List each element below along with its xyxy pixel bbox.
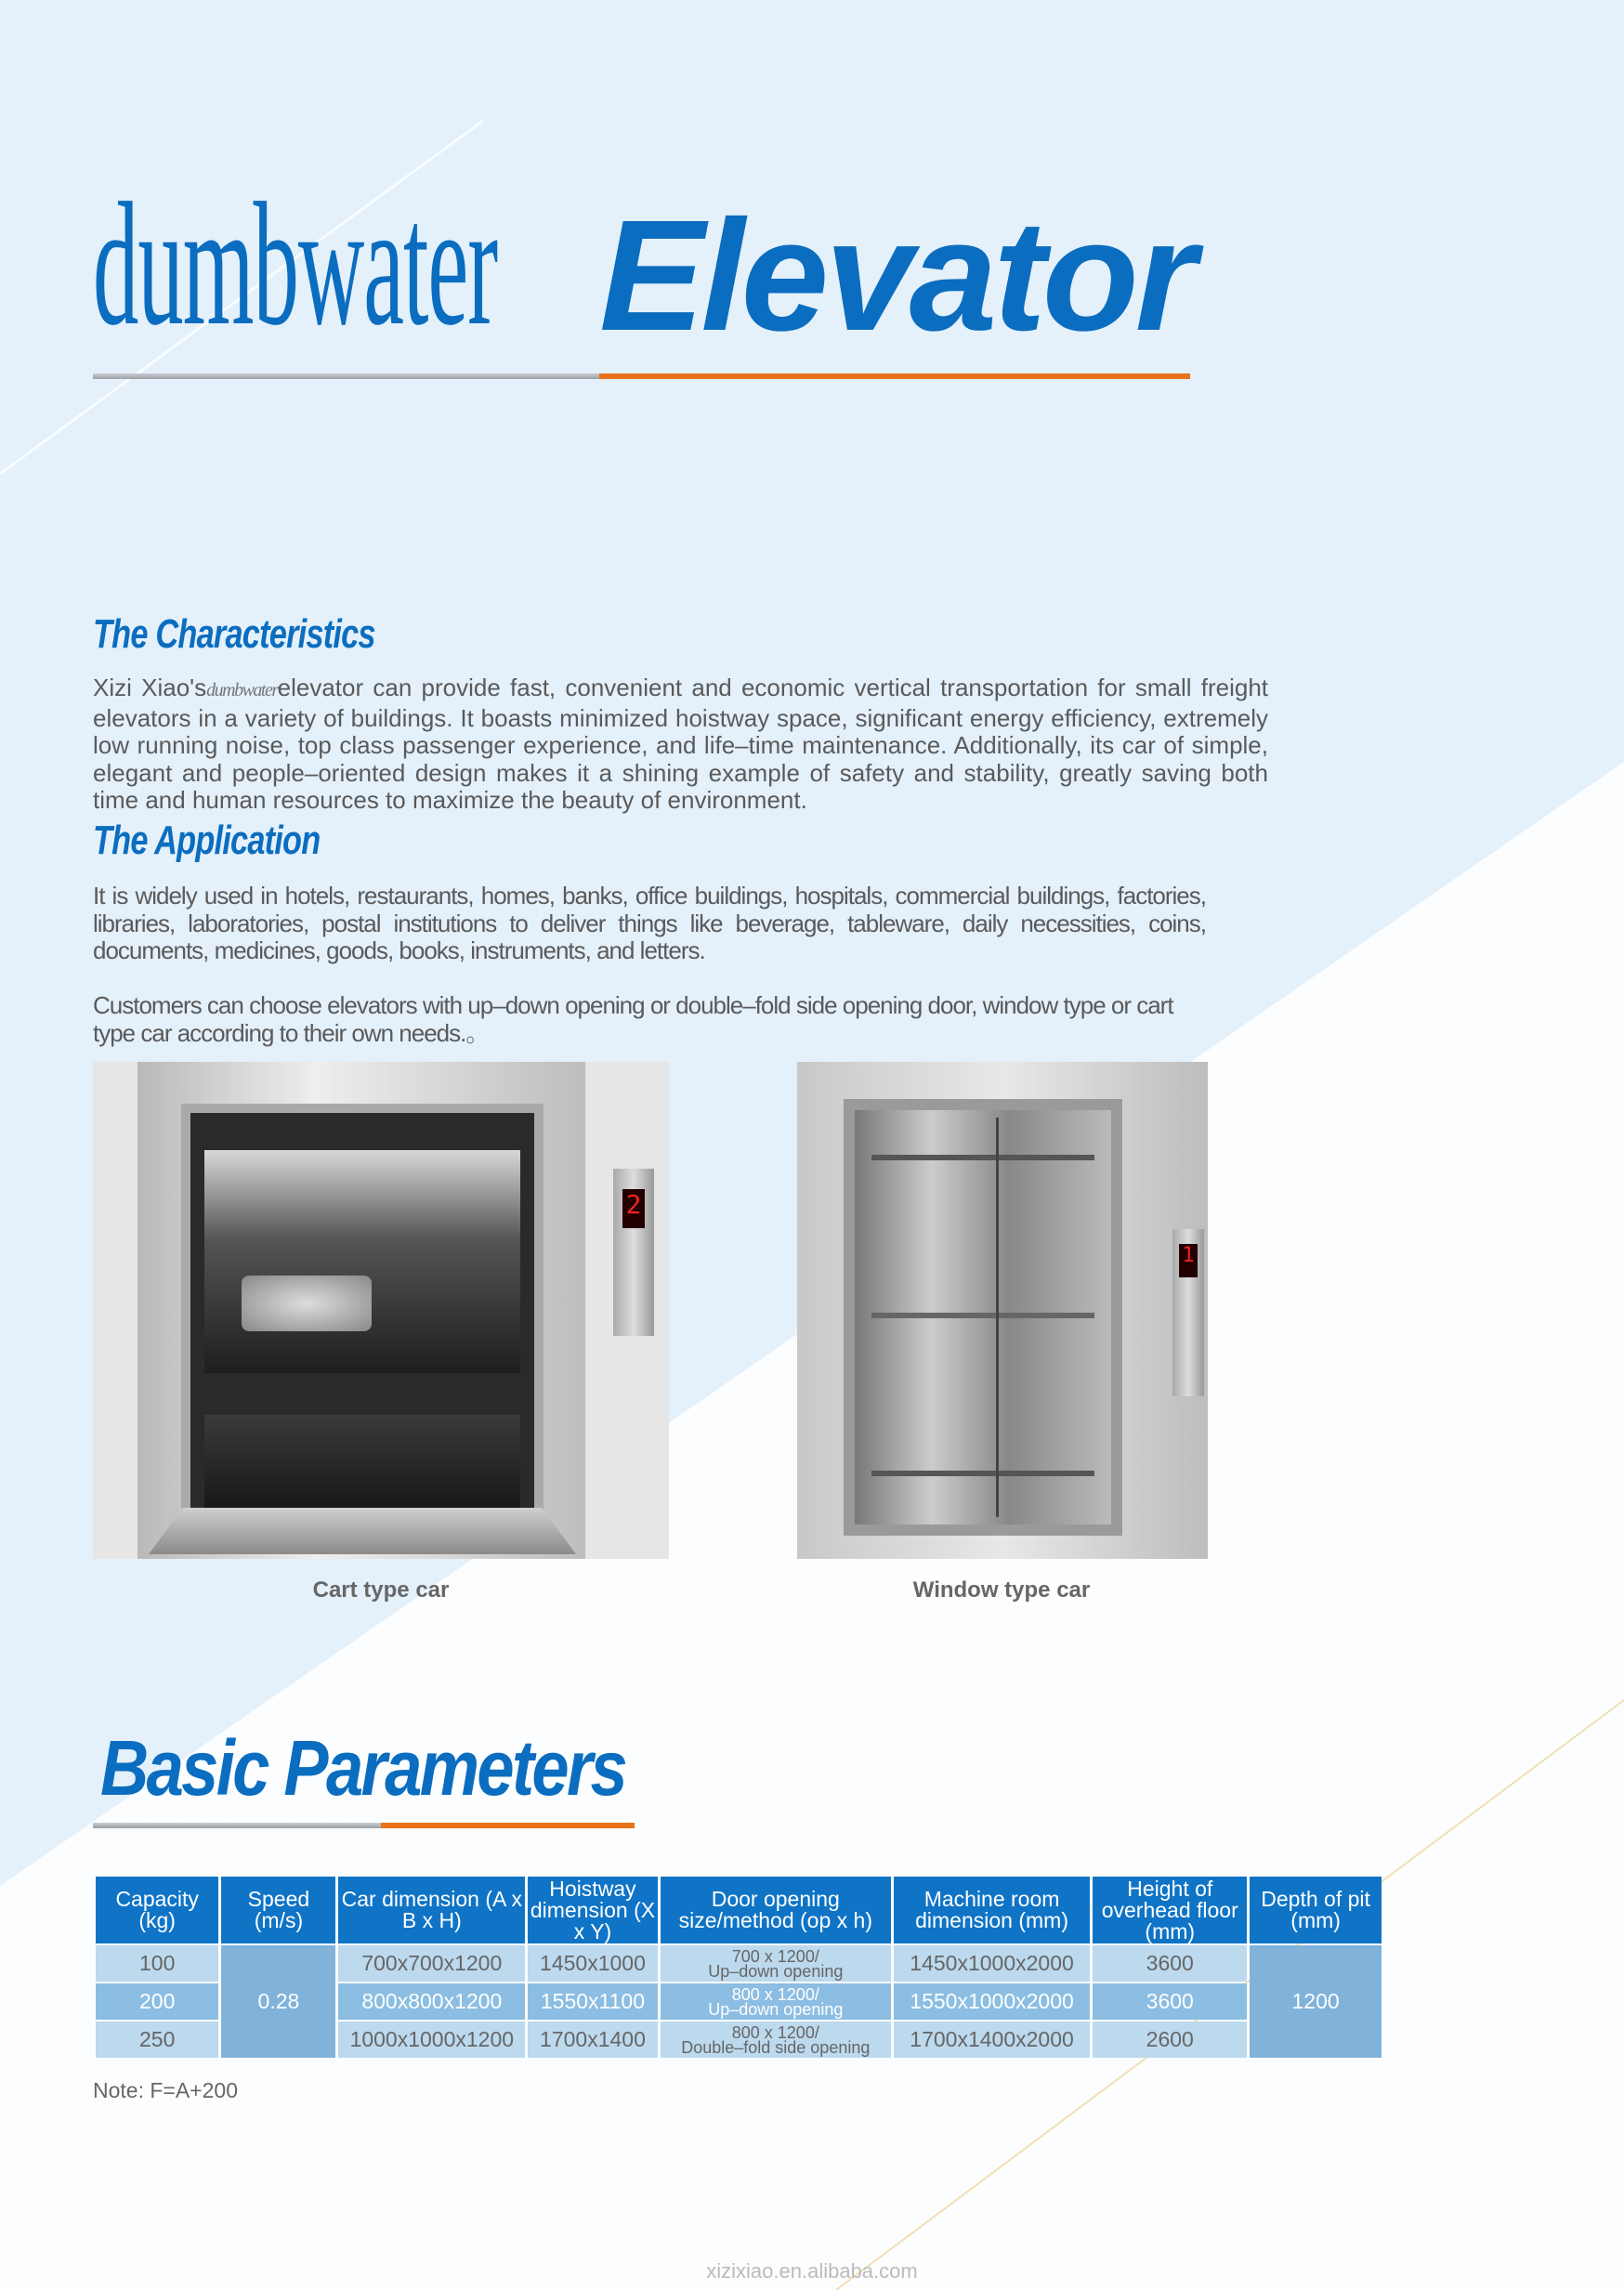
title-underline-orange bbox=[599, 373, 1190, 379]
capacity-cell: 250 bbox=[96, 2022, 218, 2058]
floor-display: 1 bbox=[1179, 1244, 1198, 1277]
brand-prefix: Xizi Xiao's bbox=[93, 674, 207, 701]
col-header: Door opening size/method (op x h) bbox=[661, 1877, 891, 1943]
parameters-heading: Basic Parameters bbox=[100, 1724, 626, 1812]
door-size: 800 x 1200/ bbox=[731, 2022, 819, 2042]
car-dimension-cell: 1000x1000x1200 bbox=[338, 2022, 525, 2058]
pit-depth-cell: 1200 bbox=[1250, 1945, 1382, 2058]
title-bold: Elevator bbox=[599, 188, 1193, 364]
table-note: Note: F=A+200 bbox=[93, 2078, 238, 2102]
title-script: dumbwater bbox=[93, 167, 498, 362]
door-method: Up–down opening bbox=[708, 1999, 844, 2019]
col-header: Car dimension (A x B x H) bbox=[338, 1877, 525, 1943]
car-dimension-cell: 800x800x1200 bbox=[338, 1983, 525, 2020]
door-cell bbox=[661, 1945, 891, 1982]
hoistway-cell: 1700x1400 bbox=[528, 2022, 658, 2058]
characteristics-heading: The Characteristics bbox=[93, 611, 375, 657]
door-size: 700 x 1200/ bbox=[731, 1946, 819, 1966]
overhead-cell: 3600 bbox=[1093, 1983, 1247, 2020]
overhead-cell: 2600 bbox=[1093, 2022, 1247, 2058]
hoistway-cell: 1550x1100 bbox=[528, 1983, 658, 2020]
cart-type-car-photo bbox=[93, 1062, 669, 1559]
col-header: Machine room dimension (mm) bbox=[894, 1877, 1090, 1943]
col-header: Height of overhead floor (mm) bbox=[1093, 1877, 1247, 1943]
application-text-1: It is widely used in hotels, restaurants, homes, banks, office buildings, hospitals, commercial buildings, factories, libraries, laboratories, postal institutions to deliver things like beverage, tableware, daily necessities, coins, documents, medicines, goods, books, instruments, and letters. bbox=[93, 882, 1206, 964]
application-text-2: Customers can choose elevators with up–down opening or double–fold side opening door, window type or cart type car according to their own needs.。 bbox=[93, 991, 1173, 1047]
door-cell bbox=[661, 2022, 891, 2058]
car-dimension-cell: 700x700x1200 bbox=[338, 1945, 525, 1982]
capacity-cell: 100 bbox=[96, 1945, 218, 1982]
speed-cell: 0.28 bbox=[221, 1945, 335, 2058]
machine-room-cell: 1550x1000x2000 bbox=[894, 1983, 1090, 2020]
overhead-cell: 3600 bbox=[1093, 1945, 1247, 1982]
parameters-underline-gray bbox=[93, 1823, 381, 1828]
call-panel bbox=[1172, 1229, 1204, 1396]
inline-dumbwater: dumbwater bbox=[206, 680, 278, 700]
table-row bbox=[96, 1945, 1382, 1982]
door-size: 800 x 1200/ bbox=[731, 1984, 819, 2004]
title-underline-gray bbox=[93, 373, 599, 379]
window-type-car-photo bbox=[797, 1062, 1208, 1559]
floor-display: 2 bbox=[622, 1189, 645, 1228]
hoistway-cell: 1450x1000 bbox=[528, 1945, 658, 1982]
parameters-underline-orange bbox=[381, 1823, 635, 1828]
machine-room-cell: 1450x1000x2000 bbox=[894, 1945, 1090, 1982]
application-heading: The Application bbox=[93, 818, 321, 863]
table-header-row bbox=[96, 1877, 1382, 1943]
door-method: Up–down opening bbox=[708, 1961, 844, 1981]
capacity-cell: 200 bbox=[96, 1983, 218, 2020]
characteristics-body: elevator can provide fast, convenient and economic vertical transportation for small freight elevators in a variety of buildings. It boasts minimized hoistway space, significant energy efficiency, extremely low running noise, top class passenger experience, and life–time maintenance. Additionally, its car of simple, elegant and people–oriented design makes it a shining example of safety and stability, greatly saving both time and human resources to maximize the beauty of environment. bbox=[93, 674, 1269, 814]
characteristics-text bbox=[93, 674, 1268, 815]
machine-room-cell: 1700x1400x2000 bbox=[894, 2022, 1090, 2058]
parameters-table bbox=[93, 1875, 1384, 2060]
footer-url: xizixiao.en.alibaba.com bbox=[706, 2259, 918, 2283]
col-header: Hoistway dimension (X x Y) bbox=[528, 1877, 658, 1943]
door-cell bbox=[661, 1983, 891, 2020]
call-panel bbox=[613, 1169, 654, 1336]
window-type-caption: Window type car bbox=[912, 1577, 1091, 1603]
col-header: Speed (m/s) bbox=[221, 1877, 335, 1943]
col-header: Depth of pit (mm) bbox=[1250, 1877, 1382, 1943]
cart-type-caption: Cart type car bbox=[312, 1577, 450, 1603]
door-method: Double–fold side opening bbox=[681, 2037, 871, 2057]
col-header: Capacity (kg) bbox=[96, 1877, 218, 1943]
